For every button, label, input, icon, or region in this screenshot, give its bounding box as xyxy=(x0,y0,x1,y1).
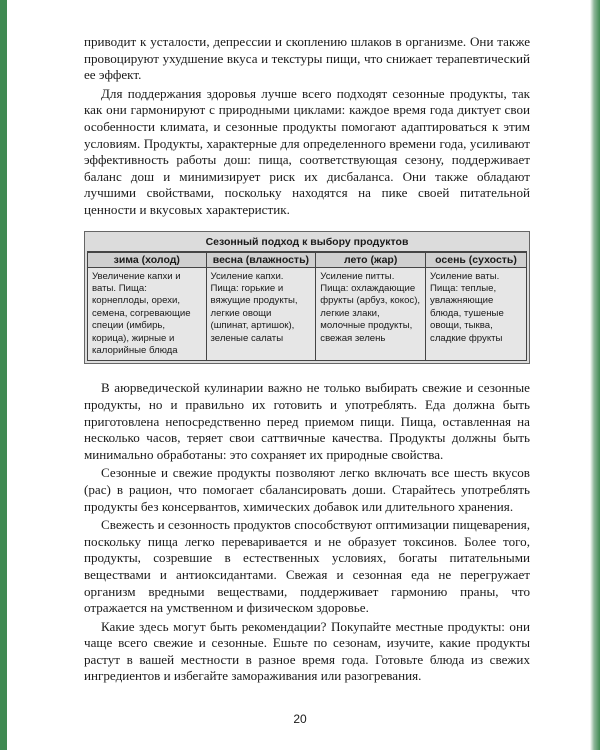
seasons-table-grid xyxy=(87,252,527,362)
table-title: Сезонный подход к выбору продуктов xyxy=(87,234,527,252)
top-paragraphs xyxy=(84,34,530,219)
seasonal-table xyxy=(84,231,530,365)
bottom-paragraphs xyxy=(84,380,530,685)
header-summer: лето (жар) xyxy=(316,252,426,267)
page-number: 20 xyxy=(293,712,307,726)
paragraph: Какие здесь могут быть рекомендации? Покупайте местные продукты: они чаще всего свежие и сезонные. Ешьте по сезонам, изучите, какие продукты растут в вашей местности в разное время года. Готовьте блюда из свежих ингредиентов и избегайте замораживания или разогревания. xyxy=(84,618,530,684)
header-spring: весна (влажность) xyxy=(206,252,316,267)
cell-spring: Усиление капхи. Пища: горькие и вяжущие продукты, легкие овощи (шпинат, артишок), зеленые салаты xyxy=(206,267,316,361)
page-body xyxy=(84,34,530,685)
cell-summer: Усиление питты. Пища: охлаждающие фрукты (арбуз, кокос), легкие злаки, молочные продукты, свежая зелень xyxy=(316,267,426,361)
paragraph: В аюрведической кулинарии важно не только выбирать свежие и сезонные продукты, но и правильно их готовить и употреблять. Еда должна быть приготовлена непосредственно перед приемом пищи. Пища, оставленная на несколько часов, теряет свои саттвичные качества. Продукты должны быть минимально обработаны: это сохраняет их природные свойства. xyxy=(84,380,530,462)
table-row xyxy=(88,267,527,361)
table-header-row xyxy=(88,252,527,267)
page-left-edge xyxy=(0,0,7,750)
page-right-edge xyxy=(590,0,600,750)
paragraph: Сезонные и свежие продукты позволяют легко включать все шесть вкусов (рас) в рацион, что помогает сбалансировать доши. Старайтесь употреблять продукты без консервантов, химических добавок или длительного хранения. xyxy=(84,465,530,514)
header-winter: зима (холод) xyxy=(88,252,207,267)
cell-autumn: Усиление ваты. Пища: теплые, увлажняющие блюда, тушеные овощи, тыква, сладкие фрукты xyxy=(426,267,527,361)
cell-winter: Увеличение капхи и ваты. Пища: корнеплоды, орехи, семена, согревающие специи (имбирь, корица), жирные и калорийные блюда xyxy=(88,267,207,361)
paragraph: Для поддержания здоровья лучше всего подходят сезонные продукты, так как они гармонируют с природными циклами: каждое время года диктует свои особенности климата, и сезонные продукты помогают адаптироваться к этим условиям. Продукты, характерные для определенного времени года, усиливают эффективность работы дош: пища, соответствующая сезону, поддерживает баланс дош и минимизирует риск их дисбаланса. Они также обладают лучшими свойствами, поскольку находятся на пике своей питательной ценности и вкусовых характеристик. xyxy=(84,85,530,217)
paragraph: приводит к усталости, депрессии и скоплению шлаков в организме. Они также провоцируют ухудшение вкуса и текстуры пищи, что снижает терапевтический ее эффект. xyxy=(84,34,530,83)
header-autumn: осень (сухость) xyxy=(426,252,527,267)
paragraph: Свежесть и сезонность продуктов способствуют оптимизации пищеварения, поскольку пища легко переваривается и не образует токсинов. Более того, продукты, созревшие в естественных условиях, богаты питательными веществами и антиоксидантами. Свежая и сезонная еда не перегружает организм вредными веществами, поддерживает гармонию праны, что отражается на умственном и физическом здоровье. xyxy=(84,517,530,616)
